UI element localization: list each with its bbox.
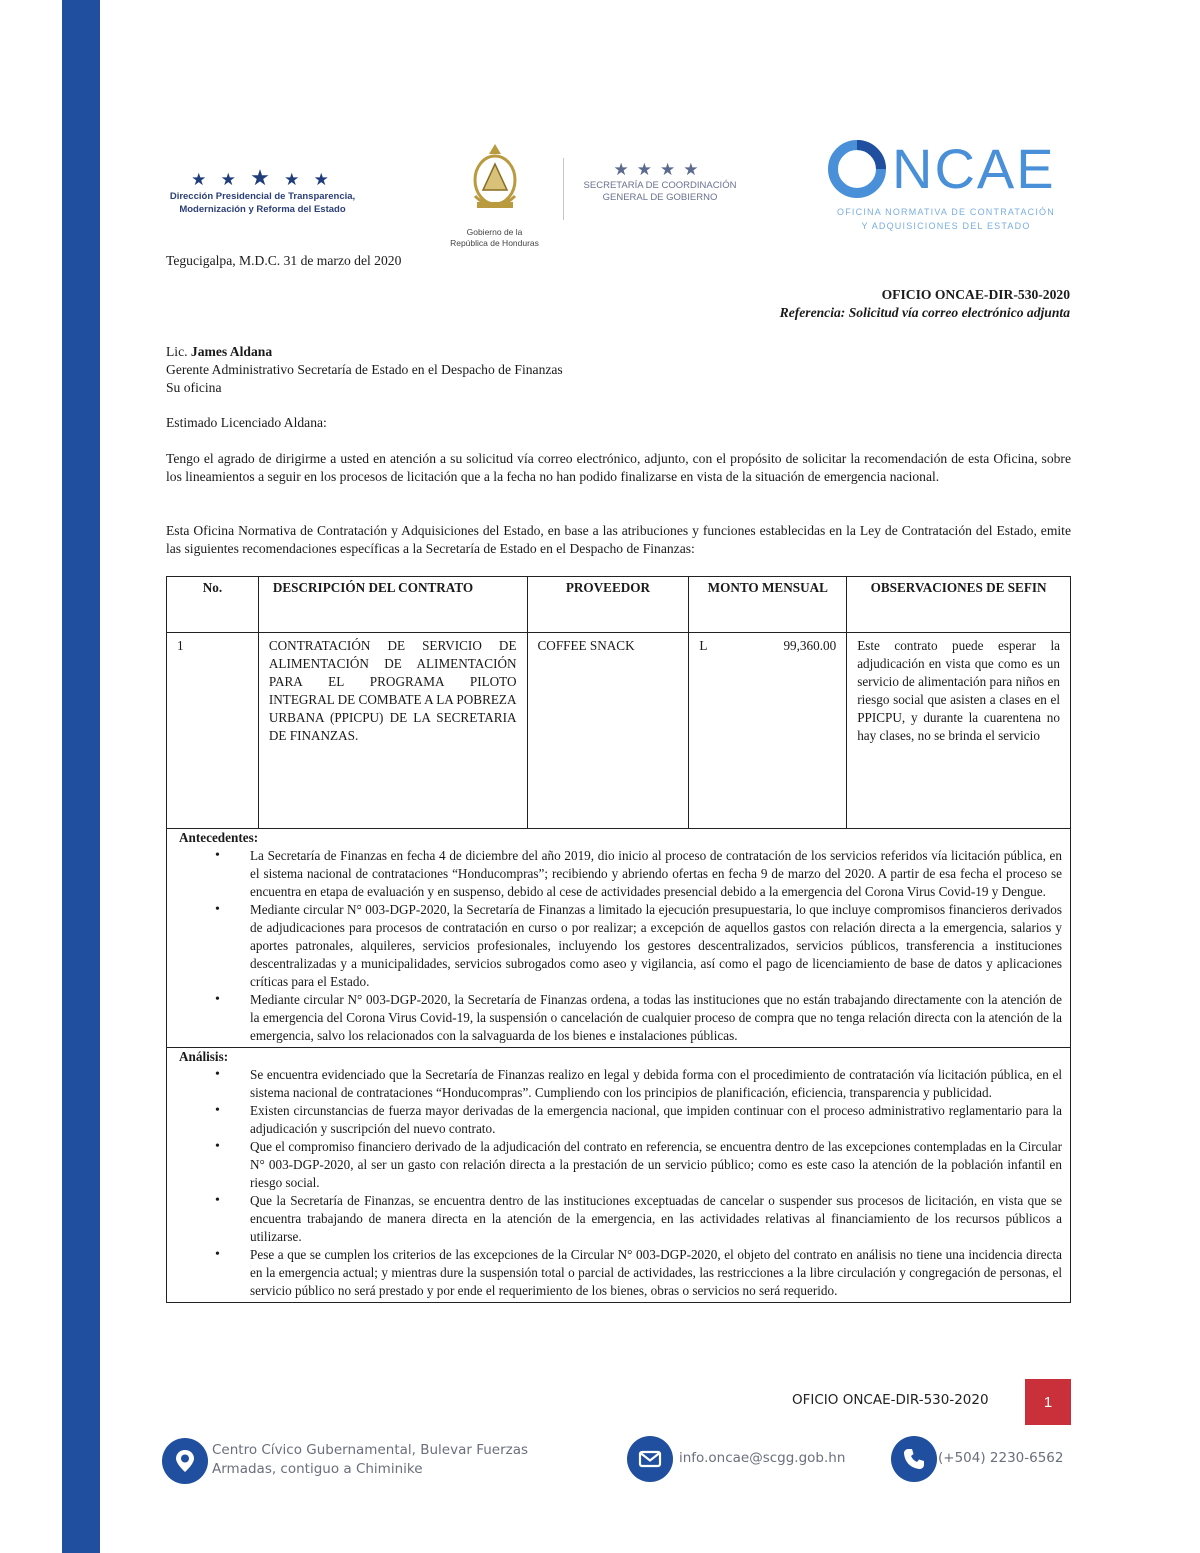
dptme-logo-line-2: Modernización y Reforma del Estado xyxy=(179,204,346,215)
gobierno-logo-line-1: Gobierno de la xyxy=(466,227,523,237)
recipient-prefix: Lic. xyxy=(166,344,191,359)
stars-icon: ★ ★ ★ ★ ★ xyxy=(191,165,334,190)
cell-descripcion: CONTRATACIÓN DE SERVICIO DE ALIMENTACIÓN DE ALIMENTACIÓN PARA EL PROGRAMA PILOTO INTEGRAL DE COMBATE A LA POBREZA URBANA (PPICPU) DE LA SECRETARIA DE FINANZAS. xyxy=(258,633,527,829)
reference-subject: Referencia: Solicitud vía correo electrónico adjunta xyxy=(779,305,1070,320)
header-observaciones: OBSERVACIONES DE SEFIN xyxy=(847,577,1071,633)
scgg-logo xyxy=(570,160,750,204)
header-descripcion: DESCRIPCIÓN DEL CONTRATO xyxy=(258,577,527,633)
monto-value: 99,360.00 xyxy=(783,638,837,653)
footer-address xyxy=(212,1441,528,1479)
list-item: • Mediante circular N° 003-DGP-2020, la Secretaría de Finanzas ordena, a todas las instituciones que no están trabajando directamente con la atención de la emergencia del Corona Virus Covid-19, la suspensión o cancelación de cualquier proceso de compra que no tenga relación directa con la atención de la emergencia, salvo los relacionados con la salvaguarda de los bienes e instalaciones públicas. xyxy=(179,991,1062,1045)
page-number-badge: 1 xyxy=(1025,1379,1071,1425)
recipient-office: Su oficina xyxy=(166,380,222,395)
table-header-row xyxy=(167,577,1071,633)
oncae-subtitle-line-2: Y ADQUISICIONES DEL ESTADO xyxy=(861,221,1031,231)
footer-phone[interactable]: (+504) 2230-6562 xyxy=(938,1450,1064,1466)
left-accent-bar xyxy=(62,0,100,1553)
reference-block xyxy=(780,286,1070,322)
logo-divider xyxy=(563,158,564,220)
recipient-title: Gerente Administrativo Secretaría de Estado en el Despacho de Finanzas xyxy=(166,362,563,377)
recipient-name-line xyxy=(166,343,563,361)
analisis-title: Análisis: xyxy=(179,1049,229,1064)
antecedentes-section xyxy=(167,829,1071,1048)
antecedentes-row xyxy=(167,829,1071,1048)
oncae-logo xyxy=(826,134,1066,232)
dptme-logo-line-1: Dirección Presidencial de Transparencia, xyxy=(169,191,356,202)
location-pin-icon xyxy=(162,1438,208,1484)
envelope-icon xyxy=(627,1436,673,1482)
dptme-logo xyxy=(160,165,365,216)
scgg-logo-line-2: GENERAL DE GOBIERNO xyxy=(602,192,718,203)
monto-currency: L xyxy=(699,638,708,653)
address-line-1: Centro Cívico Gubernamental, Bulevar Fuerzas xyxy=(212,1442,529,1458)
paragraph-2: Esta Oficina Normativa de Contratación y Adquisiciones del Estado, en base a las atribuciones y funciones establecidas en la Ley de Contratación del Estado, emite las siguientes recomendaciones específicas a la Secretaría de Estado en el Despacho de Finanzas: xyxy=(166,523,1071,556)
analisis-row xyxy=(167,1048,1071,1303)
cell-monto xyxy=(689,633,847,829)
oncae-subtitle-line-1: OFICINA NORMATIVA DE CONTRATACIÓN xyxy=(837,207,1055,217)
coat-of-arms-icon xyxy=(467,140,523,218)
oncae-wordmark: NCAE xyxy=(892,137,1056,200)
antecedentes-title: Antecedentes: xyxy=(179,830,259,845)
gobierno-honduras-logo xyxy=(432,140,557,249)
antecedentes-list xyxy=(179,847,1062,1045)
cell-proveedor: COFFEE SNACK xyxy=(527,633,689,829)
list-item: • Mediante circular N° 003-DGP-2020, la Secretaría de Finanzas a limitado la ejecución presupuestaria, lo que incluye compromisos financieros derivados de adjudicaciones para procesos de contratación en curso o por realizar; a excepción de aquellos gastos con relación directa a la emergencia, salarios y aportes patronales, alquileres, servicios profesionales, incluyendo los gestores descentralizados, servicios públicos, transferencia a instituciones descentralizadas y a municipalidades, servicios subrogados como aseo y vigilancia, así como el pago de licenciamiento de base de datos y aplicaciones críticas para el Estado. xyxy=(179,901,1062,991)
table-row xyxy=(167,633,1071,829)
recommendations-table xyxy=(166,576,1071,1303)
cell-no: 1 xyxy=(167,633,259,829)
paragraph-1: Tengo el agrado de dirigirme a usted en atención a su solicitud vía correo electrónico, adjunto, con el propósito de solicitar la recomendación de esta Oficina, sobre los lineamientos a seguir en los procesos de licitación que a la fecha no han podido finalizarse en vista de la situación de emergencia nacional. xyxy=(166,451,1071,484)
list-item: • Se encuentra evidenciado que la Secretaría de Finanzas realizo en legal y debida forma con el procedimiento de contratación vía licitación pública, en el sistema nacional de contrataciones “Honducompras”. Cumpliendo con los principios de planificación, eficiencia, transparencia y publicidad. xyxy=(179,1066,1062,1102)
header-monto: MONTO MENSUAL xyxy=(689,577,847,633)
list-item: • Pese a que se cumplen los criterios de las excepciones de la Circular N° 003-DGP-2020, el objeto del contrato en análisis no tiene una incidencia directa en la emergencia actual; y mientras dure la suspensión total o parcial de actividades, las restricciones a la libre circulación y congregación de personas, el servicio público no será prestado y por ende el requerimiento de los bienes, obras o servicios no será requerido. xyxy=(179,1246,1062,1300)
header-proveedor: PROVEEDOR xyxy=(527,577,689,633)
stars-icon: ★★★★ xyxy=(613,160,707,179)
header-no: No. xyxy=(167,577,259,633)
list-item: • Que la Secretaría de Finanzas, se encuentra dentro de las instituciones exceptuadas de cancelar o suspender sus procesos de licitación, en vista que se encuentra trabajando de manera directa en la atención de la emergencia, en las actividades relativas al financiamiento de los recursos públicos a utilizarse. xyxy=(179,1192,1062,1246)
scgg-logo-line-1: SECRETARÍA DE COORDINACIÓN xyxy=(583,180,737,191)
letter-date: Tegucigalpa, M.D.C. 31 de marzo del 2020 xyxy=(166,253,402,268)
recipient-block xyxy=(166,343,563,397)
address-line-2: Armadas, contiguo a Chiminike xyxy=(212,1461,423,1477)
footer-oficio: OFICIO ONCAE-DIR-530-2020 xyxy=(792,1392,989,1408)
cell-observaciones: Este contrato puede esperar la adjudicación en vista que como es un servicio de alimentación para niños en riesgo social que asisten a clases en el PPICPU, y durante la cuarentena no hay clases, no se brinda el servicio xyxy=(847,633,1071,829)
footer-email[interactable]: info.oncae@scgg.gob.hn xyxy=(679,1450,846,1466)
list-item: • Existen circunstancias de fuerza mayor derivadas de la emergencia nacional, que impiden continuar con el proceso administrativo reglamentario para la adjudicación y suscripción del nuevo contrato. xyxy=(179,1102,1062,1138)
analisis-list xyxy=(179,1066,1062,1300)
oncae-ring-icon xyxy=(826,138,888,200)
phone-icon xyxy=(891,1436,937,1482)
recipient-name: James Aldana xyxy=(190,344,273,359)
list-item: • Que el compromiso financiero derivado de la adjudicación del contrato en referencia, se encuentra dentro de las excepciones contempladas en la Circular N° 003-DGP-2020, al ser un gasto con relación directa a la prestación de un servicio público; como es este caso la atención de la población infantil en riesgo social. xyxy=(179,1138,1062,1192)
analisis-section xyxy=(167,1048,1071,1303)
list-item: • La Secretaría de Finanzas en fecha 4 de diciembre del año 2019, dio inicio al proceso de contratación de los servicios referidos vía licitación pública, en el sistema nacional de contrataciones “Honducompras”; recibiendo y abriendo ofertas en fecha 9 de marzo del 2020. A partir de esa fecha el proceso se encuentra en etapa de evaluación y en suspenso, debido al cese de actividades presencial debido a la emergencia del Corona Virus Covid-19 y Dengue. xyxy=(179,847,1062,901)
greeting: Estimado Licenciado Aldana: xyxy=(166,415,327,430)
gobierno-logo-line-2: República de Honduras xyxy=(450,238,539,248)
oficio-number: OFICIO ONCAE-DIR-530-2020 xyxy=(881,287,1070,302)
